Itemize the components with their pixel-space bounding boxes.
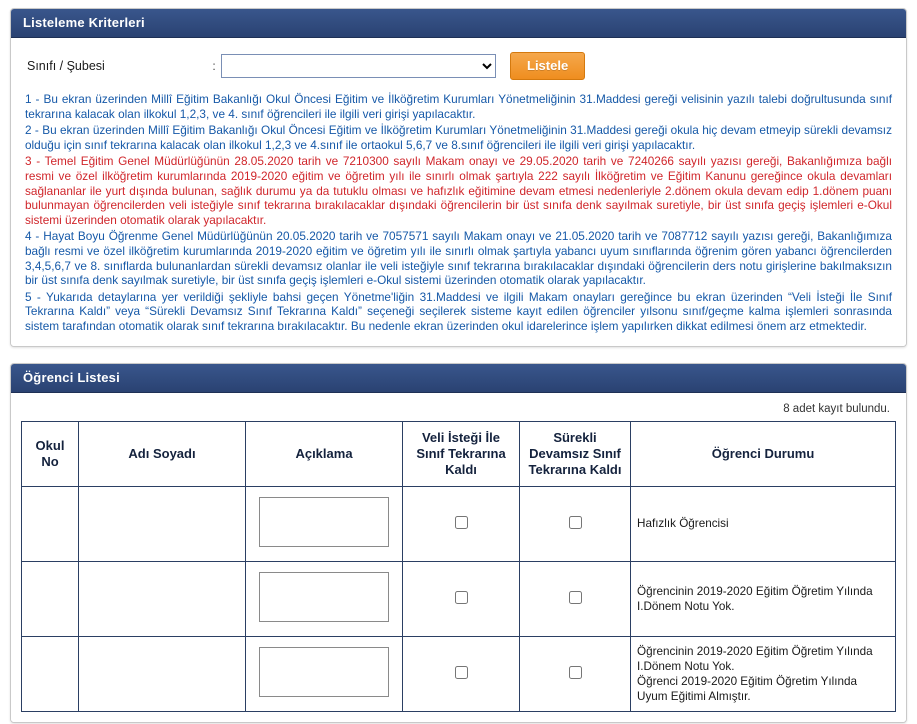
header-okul-no: Okul No bbox=[22, 421, 79, 486]
cell-adi-soyadi bbox=[79, 636, 246, 711]
status-line: Öğrencinin 2019-2020 Eğitim Öğretim Yılında I.Dönem Notu Yok. bbox=[637, 644, 873, 673]
class-filter-row bbox=[21, 46, 896, 90]
criteria-panel-title: Listeleme Kriterleri bbox=[11, 9, 906, 38]
veli-istegi-checkbox[interactable] bbox=[455, 666, 468, 679]
cell-ogrenci-durumu bbox=[631, 486, 896, 561]
table-row bbox=[22, 561, 896, 636]
veli-istegi-checkbox[interactable] bbox=[455, 516, 468, 529]
status-line: Hafızlık Öğrencisi bbox=[637, 517, 729, 530]
aciklama-textarea[interactable] bbox=[259, 647, 389, 697]
info-note-5: 5 - Yukarıda detaylarına yer verildiği şekliyle bahsi geçen Yönetme'liğin 31.Maddesi ve ilgili Makam onayları gereğince bu ekran üzerinden “Veli İsteği İle Sınıf Tekrarına Kaldı” veya “Sürekli Devamsız Sınıf Tekrarına Kaldı” seçeneği seçilerek sisteme kayıt edilen öğrenciler yılsonu sınıf/geçme kalma işlemleri sonrasında sistem tarafından otomatik olarak sınıf tekrarına bırakılacaktır. Bu nedenle ekran üzerinden okul idarelerince işlem yapılırken dikkat edilmesi önem arz etmektedir. bbox=[25, 289, 892, 333]
table-header-row bbox=[22, 421, 896, 486]
cell-okul-no bbox=[22, 636, 79, 711]
info-note-2: 2 - Bu ekran üzerinden Millî Eğitim Bakanlığı Okul Öncesi Eğitim ve İlköğretim Kurumları Yönetmeliğinin 31.Maddesi gereği okula hiç devam etmeyip sürekli devamsız olduğu için sınıf tekrarına kalacak olan ilkokul 1,2,3 ve 4.sınıf ile ortaokul 5,6,7 ve 8.sınıf öğrencileri ile ilgili veri girişi yapılacaktır. bbox=[25, 123, 892, 152]
status-line: Öğrenci 2019-2020 Eğitim Öğretim Yılında Uyum Eğitimi Almıştır. bbox=[637, 674, 858, 703]
header-surekli-devamsiz: Sürekli Devamsız Sınıf Tekrarına Kaldı bbox=[520, 421, 631, 486]
surekli-devamsiz-checkbox[interactable] bbox=[569, 666, 582, 679]
surekli-devamsiz-checkbox[interactable] bbox=[569, 516, 582, 529]
surekli-devamsiz-checkbox[interactable] bbox=[569, 591, 582, 604]
info-note-4: 4 - Hayat Boyu Öğrenme Genel Müdürlüğünün 20.05.2020 tarih ve 7057571 sayılı Makam onayı ve 21.05.2020 tarih ve 7087712 sayılı yazısı gereği, Bakanlığımıza bağlı resmi ve özel ilköğretim kurumlarında 2019-2020 eğitim ve öğretim yılı ile sınırlı olmak şartıyla yabancı uyum sınıflarında öğrenim gören yabancı öğrencilerden 3,4,5,6,7 ve 8. sınıflarda bulunanlardan sürekli devamsız olanlar ile veli isteğiyle sınıf tekrarına bırakılacaklar dışındaki öğrencilerin ders notu girişlerine bakılmaksızın bir üst sınıfa denk sayılmak suretiyle, bir üst sınıfa geçiş işlemleri e-Okul sistemi üzerinden otomatik olarak yapılacaktır. bbox=[25, 229, 892, 288]
cell-surekli-devamsiz bbox=[520, 636, 631, 711]
record-count-label: 8 adet kayıt bulundu. bbox=[783, 402, 890, 415]
cell-surekli-devamsiz bbox=[520, 486, 631, 561]
cell-adi-soyadi bbox=[79, 561, 246, 636]
class-filter-label: Sınıfı / Şubesi bbox=[27, 59, 105, 73]
cell-veli-istegi bbox=[403, 636, 520, 711]
class-select[interactable] bbox=[221, 54, 496, 78]
header-aciklama: Açıklama bbox=[246, 421, 403, 486]
cell-okul-no bbox=[22, 561, 79, 636]
cell-aciklama bbox=[246, 486, 403, 561]
cell-veli-istegi bbox=[403, 561, 520, 636]
header-veli-istegi: Veli İsteği İle Sınıf Tekrarına Kaldı bbox=[403, 421, 520, 486]
cell-veli-istegi bbox=[403, 486, 520, 561]
header-adi-soyadi: Adı Soyadı bbox=[79, 421, 246, 486]
info-notes bbox=[21, 90, 896, 334]
cell-aciklama bbox=[246, 636, 403, 711]
cell-aciklama bbox=[246, 561, 403, 636]
info-note-3: 3 - Temel Eğitim Genel Müdürlüğünün 28.05.2020 tarih ve 7210300 sayılı Makam onayı ve 29.05.2020 tarih ve 7240266 sayılı yazısı gereği, Bakanlığımıza bağlı resmi ve özel ilköğretim kurumlarında 2019-2020 eğitim ve öğretim yılı ile sınırlı olmak şartıyla 222 sayılı İlköğretim ve Eğitim Kanunu gereğince okula devamları sağlananlar ile yurt dışında bulunan, sağlık durumu ya da tutuklu olması ve hafızlık eğitimine devam etmesi nedenleriyle 2.dönem okula devam edip 1.dönem puanı bulunmayan öğrencilerden veli isteğiyle sınıf tekrarına bırakılacaklar dışındaki öğrencilerin bir üst sınıfa denk sayılmak suretiyle, bir üst sınıfa geçiş işlemleri e-Okul sistemi üzerinden otomatik olarak yapılacaktır. bbox=[25, 154, 892, 227]
criteria-panel bbox=[10, 8, 907, 347]
status-line: Öğrencinin 2019-2020 Eğitim Öğretim Yılında I.Dönem Notu Yok. bbox=[637, 584, 873, 613]
students-table-body bbox=[22, 486, 896, 711]
page-root bbox=[0, 8, 917, 724]
students-panel bbox=[10, 363, 907, 723]
aciklama-textarea[interactable] bbox=[259, 497, 389, 547]
table-row bbox=[22, 636, 896, 711]
cell-ogrenci-durumu bbox=[631, 636, 896, 711]
table-row bbox=[22, 486, 896, 561]
students-table-head bbox=[22, 421, 896, 486]
students-panel-body bbox=[11, 393, 906, 722]
header-ogrenci-durumu: Öğrenci Durumu bbox=[631, 421, 896, 486]
veli-istegi-checkbox[interactable] bbox=[455, 591, 468, 604]
list-button[interactable]: Listele bbox=[510, 52, 585, 80]
class-filter-colon: : bbox=[212, 59, 216, 73]
cell-adi-soyadi bbox=[79, 486, 246, 561]
criteria-panel-body bbox=[11, 38, 906, 346]
cell-okul-no bbox=[22, 486, 79, 561]
aciklama-textarea[interactable] bbox=[259, 572, 389, 622]
students-panel-title: Öğrenci Listesi bbox=[11, 364, 906, 393]
cell-ogrenci-durumu bbox=[631, 561, 896, 636]
students-table bbox=[21, 421, 896, 712]
info-note-1: 1 - Bu ekran üzerinden Millî Eğitim Bakanlığı Okul Öncesi Eğitim ve İlköğretim Kurumları Yönetmeliğinin 31.Maddesi gereği velisinin yazılı talebi doğrultusunda sınıf tekrarına kalacak olan ilkokul 1,2,3, ve 4. sınıf öğrencileri ile ilgili veri girişi yapılacaktır. bbox=[25, 92, 892, 121]
cell-surekli-devamsiz bbox=[520, 561, 631, 636]
